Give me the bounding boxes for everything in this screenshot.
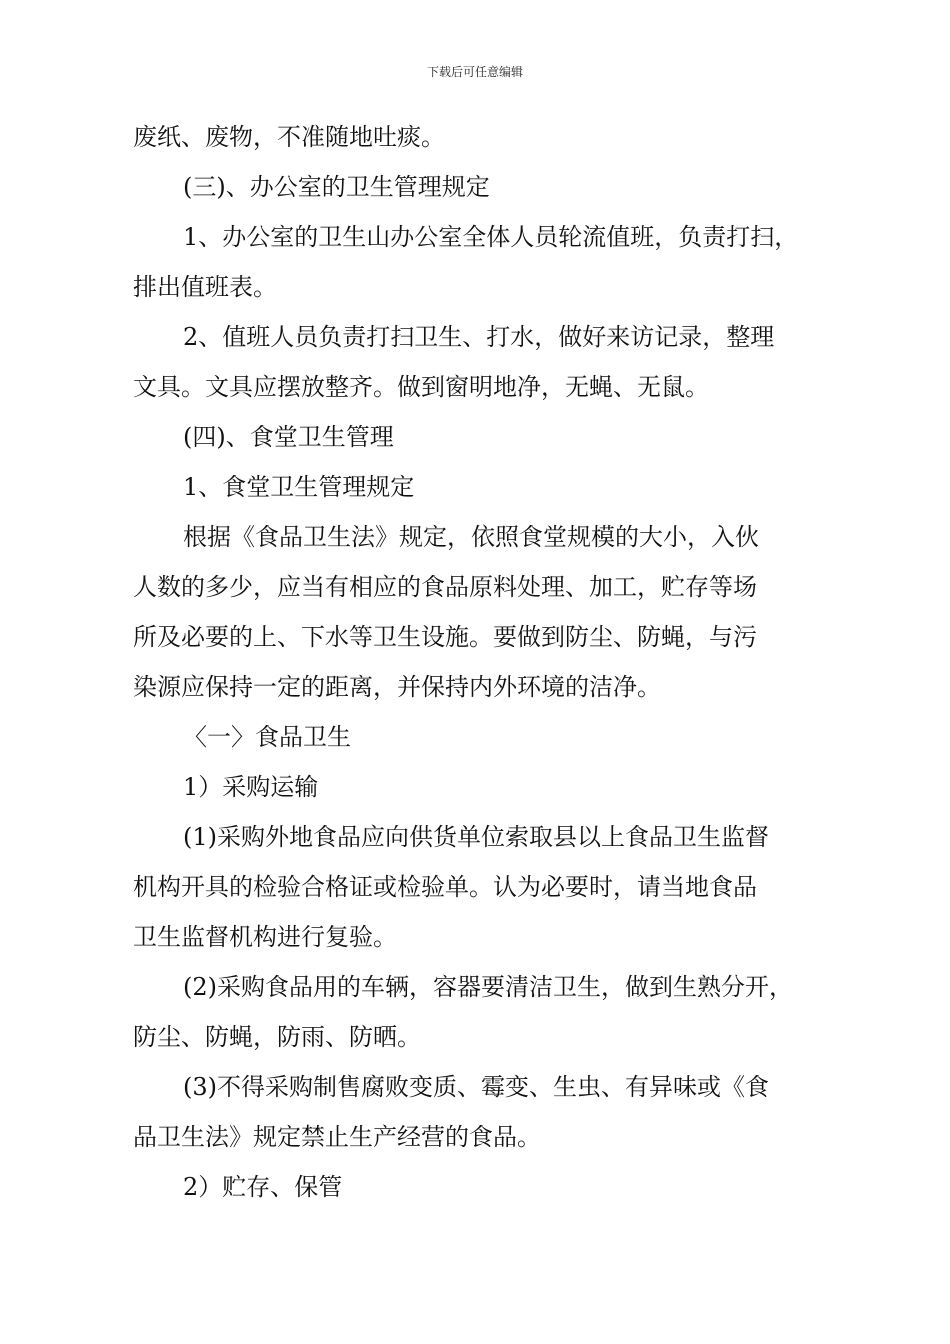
text-line: 所及必要的上、下水等卫生设施。要做到防尘、防蝇，与污 bbox=[133, 623, 757, 651]
text-line: (3)不得采购制售腐败变质、霉变、生虫、有异味或《食 bbox=[183, 1073, 769, 1101]
text-line: 根据《食品卫生法》规定，依照食堂规模的大小，入伙 bbox=[183, 523, 759, 551]
text-line: (2)采购食品用的车辆，容器要清洁卫生，做到生熟分开， bbox=[183, 973, 793, 1001]
item-heading-purchase-transport: 1）采购运输 bbox=[183, 773, 319, 801]
text-line: 文具。文具应摆放整齐。做到窗明地净，无蝇、无鼠。 bbox=[133, 373, 709, 401]
text-line: 防尘、防蝇，防雨、防晒。 bbox=[133, 1023, 421, 1051]
text-line: 排出值班表。 bbox=[133, 273, 277, 301]
text-line: 机构开具的检验合格证或检验单。认为必要时，请当地食品 bbox=[133, 873, 757, 901]
section-heading-office-hygiene: (三)、办公室的卫生管理规定 bbox=[183, 173, 490, 201]
text-line: 品卫生法》规定禁止生产经营的食品。 bbox=[133, 1123, 541, 1151]
text-line: 废纸、废物，不准随地吐痰。 bbox=[133, 123, 445, 151]
document-body bbox=[133, 112, 833, 1212]
text-line: 1、办公室的卫生山办公室全体人员轮流值班，负责打扫， bbox=[183, 223, 799, 251]
page-header-note: 下载后可任意编辑 bbox=[426, 65, 523, 79]
text-line: 人数的多少，应当有相应的食品原料处理、加工，贮存等场 bbox=[133, 573, 757, 601]
item-heading-storage: 2）贮存、保管 bbox=[183, 1173, 343, 1201]
text-line: (1)采购外地食品应向供货单位索取县以上食品卫生监督 bbox=[183, 823, 769, 851]
text-line: 2、值班人员负责打扫卫生、打水，做好来访记录，整理 bbox=[183, 323, 775, 351]
text-line: 染源应保持一定的距离，并保持内外环境的洁净。 bbox=[133, 673, 661, 701]
section-heading-canteen-hygiene: (四)、食堂卫生管理 bbox=[183, 423, 394, 451]
subsection-heading: 1、食堂卫生管理规定 bbox=[183, 473, 415, 501]
text-line: 卫生监督机构进行复验。 bbox=[133, 923, 397, 951]
subsection-heading-food-hygiene: 〈一〉食品卫生 bbox=[183, 723, 351, 751]
